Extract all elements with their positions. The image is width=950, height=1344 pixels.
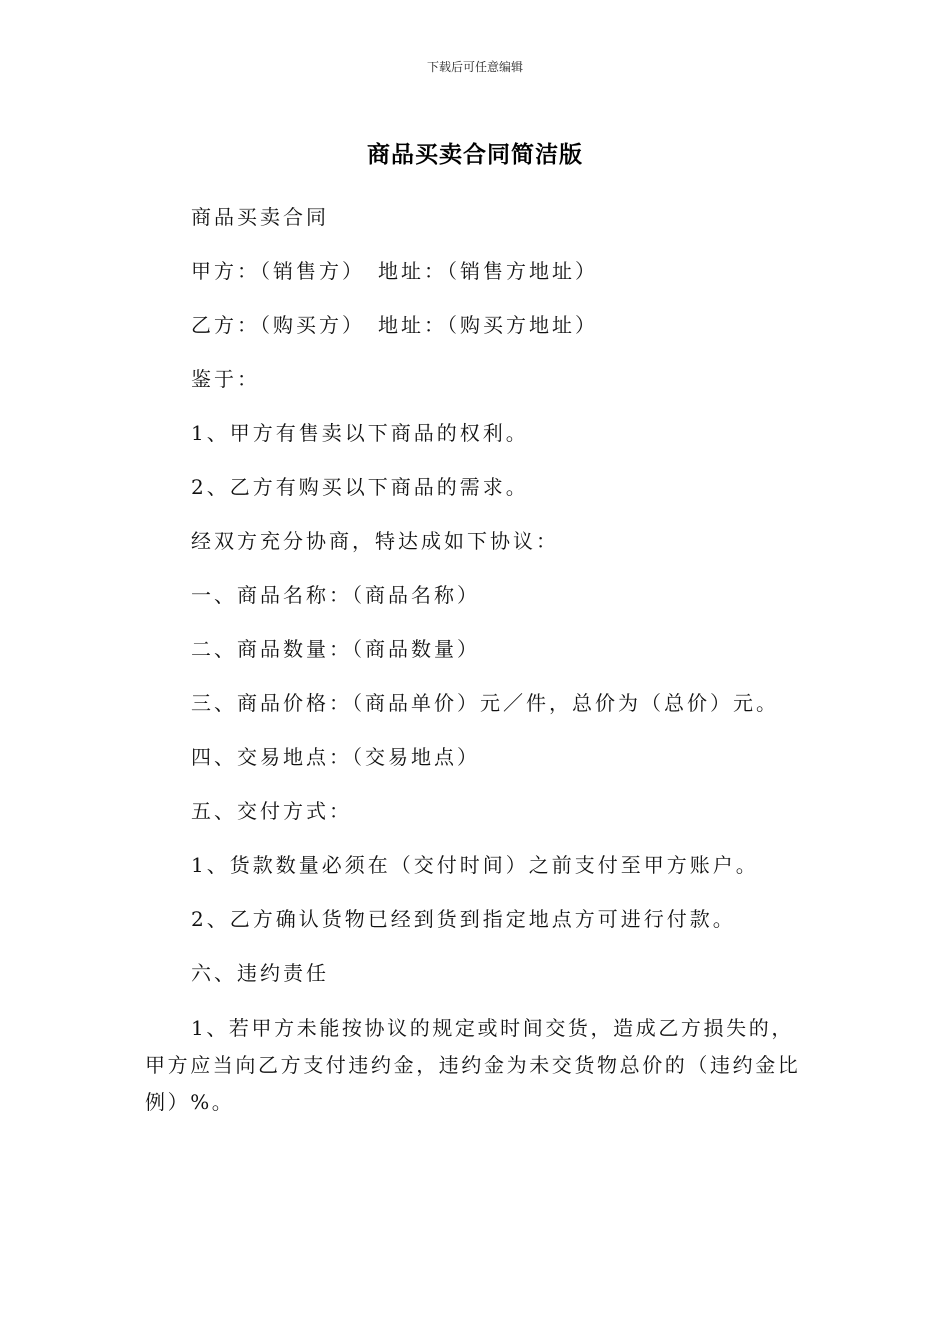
paragraph-contract-name: 商品买卖合同 — [191, 205, 329, 229]
paragraph-party-a: 甲方：（销售方） 地址：（销售方地址） — [191, 259, 598, 283]
paragraph-whereas: 鉴于： — [191, 367, 260, 391]
header-note: 下载后可任意编辑 — [426, 60, 523, 74]
paragraph-whereas-1: 1、甲方有售卖以下商品的权利。 — [191, 421, 529, 445]
paragraph-goods-price: 三、商品价格：（商品单价）元／件，总价为（总价）元。 — [191, 691, 779, 715]
paragraph-goods-quantity: 二、商品数量：（商品数量） — [191, 637, 480, 661]
paragraph-trade-location: 四、交易地点：（交易地点） — [191, 745, 480, 769]
paragraph-payment-method: 五、交付方式： — [191, 799, 352, 823]
document-body — [145, 200, 810, 1141]
paragraph-breach-1: 1、若甲方未能按协议的规定或时间交货，造成乙方损失的，甲方应当向乙方支付违约金，违约金为未交货物总价的（违约金比例）%。 — [145, 1016, 801, 1114]
paragraph-payment-2: 2、乙方确认货物已经到货到指定地点方可进行付款。 — [191, 907, 736, 931]
document-title: 商品买卖合同简洁版 — [367, 142, 583, 168]
paragraph-payment-1: 1、货款数量必须在（交付时间）之前支付至甲方账户。 — [191, 853, 759, 877]
paragraph-party-b: 乙方：（购买方） 地址：（购买方地址） — [191, 313, 598, 337]
paragraph-agreement-intro: 经双方充分协商，特达成如下协议： — [191, 529, 559, 553]
paragraph-goods-name: 一、商品名称：（商品名称） — [191, 583, 480, 607]
paragraph-whereas-2: 2、乙方有购买以下商品的需求。 — [191, 475, 529, 499]
paragraph-breach-heading: 六、违约责任 — [191, 961, 329, 985]
